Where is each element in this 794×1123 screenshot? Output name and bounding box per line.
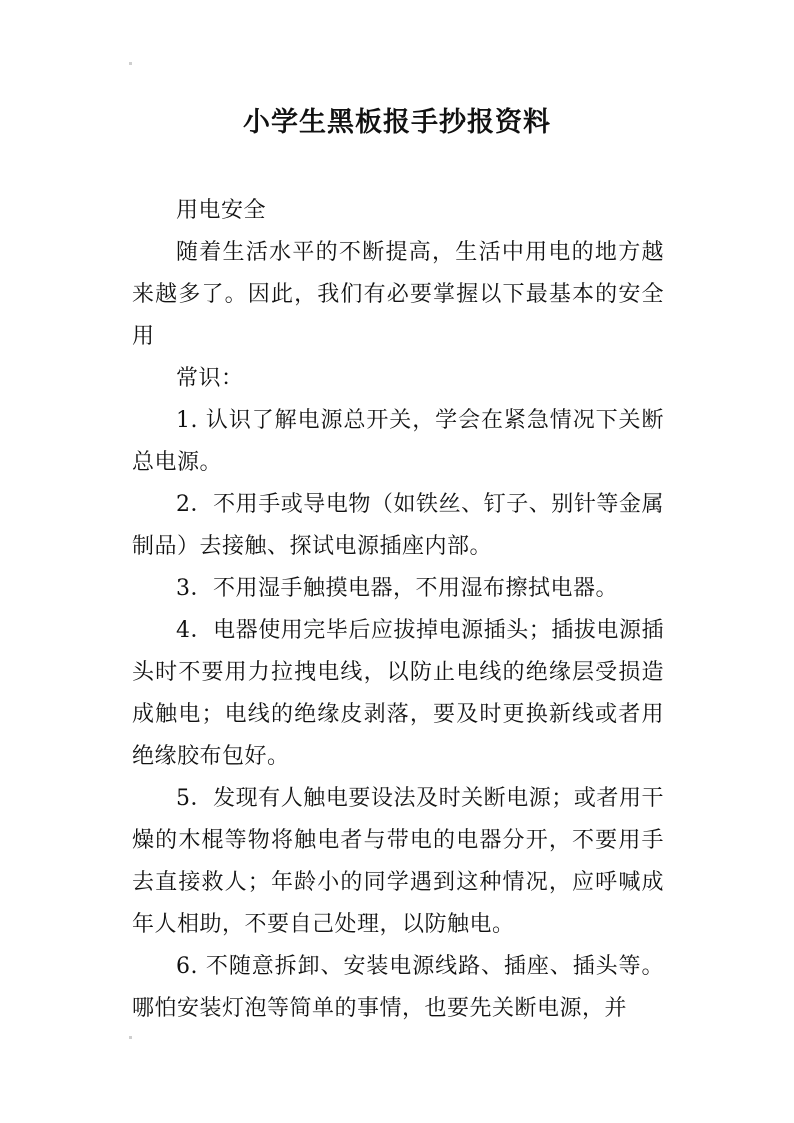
rule-5: 5．发现有人触电要设法及时关断电源；或者用干燥的木棍等物将触电者与带电的电器分开，不要用手去直接救人；年龄小的同学遇到这种情况，应呼喊成年人相助，不要自己处理，以防触电。 <box>132 786 664 937</box>
intro-paragraph: 随着生活水平的不断提高，生活中用电的地方越来越多了。因此，我们有必要掌握以下最基本的安全用 <box>132 240 664 349</box>
rule-2: 2．不用手或导电物（如铁丝、钉子、别针等金属制品）去接触、探试电源插座内部。 <box>132 492 664 559</box>
section-heading: 用电安全 <box>176 198 267 223</box>
document-title: 小学生黑板报手抄报资料 <box>243 107 551 138</box>
scan-speck <box>129 1036 132 1039</box>
rule-1: 1. 认识了解电源总开关，学会在紧急情况下关断总电源。 <box>132 408 664 475</box>
rule-3: 3．不用湿手触摸电器，不用湿布擦拭电器。 <box>176 576 618 601</box>
rule-6: 6. 不随意拆卸、安装电源线路、插座、插头等。哪怕安装灯泡等简单的事情，也要先关断电源，并 <box>132 954 664 1021</box>
scan-speck <box>129 62 132 65</box>
common-sense-label: 常识： <box>176 366 244 391</box>
document-body <box>132 190 664 1030</box>
rule-4: 4．电器使用完毕后应拔掉电源插头；插拔电源插头时不要用力拉拽电线，以防止电线的绝缘层受损造成触电；电线的绝缘皮剥落，要及时更换新线或者用绝缘胶布包好。 <box>132 618 664 769</box>
